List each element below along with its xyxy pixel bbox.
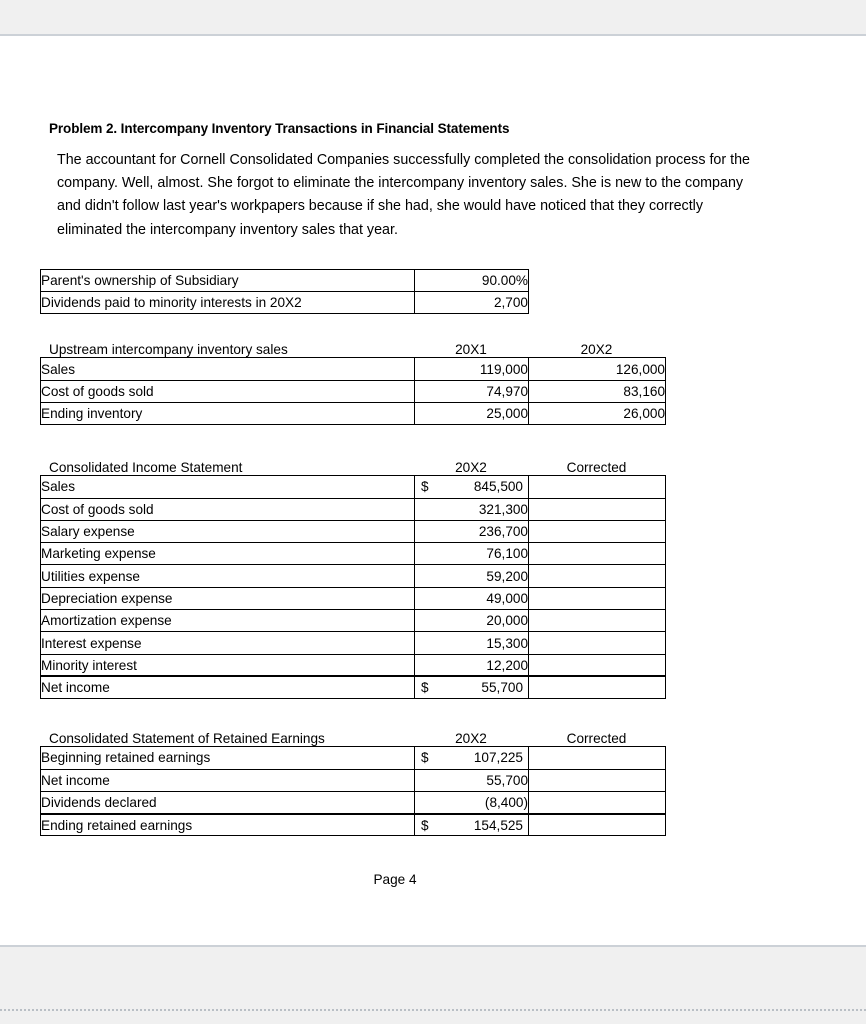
re-value-2: (8,400) [415, 791, 529, 813]
table-row [41, 292, 529, 314]
is-label-6: Amortization expense [41, 610, 415, 632]
facts-label-1: Dividends paid to minority interests in 20X2 [41, 292, 415, 314]
is-corrected-7[interactable] [529, 632, 666, 654]
facts-table [40, 269, 529, 315]
is-total-corrected[interactable] [529, 676, 666, 698]
page-content [40, 38, 820, 887]
viewer-bottom-band [0, 945, 866, 1024]
upstream-label-1: Cost of goods sold [41, 380, 415, 402]
page-footer: Page 4 [373, 872, 417, 888]
table-row [41, 565, 666, 587]
upstream-col-header-1: 20X2 [580, 342, 613, 358]
income-statement-title: Consolidated Income Statement [49, 460, 243, 476]
upstream-title: Upstream intercompany inventory sales [49, 342, 288, 358]
upstream-label-2: Ending inventory [41, 403, 415, 425]
table-row [41, 632, 666, 654]
is-value-0 [415, 476, 529, 498]
table-row-total [41, 676, 666, 698]
is-value-5: 49,000 [415, 587, 529, 609]
is-corrected-5[interactable] [529, 587, 666, 609]
upstream-header-row [40, 336, 820, 357]
is-total-amount: 55,700 [481, 680, 523, 696]
page-separator-dotted [0, 1009, 866, 1011]
is-total-value [415, 676, 529, 698]
facts-value-0: 90.00% [415, 269, 529, 291]
table-row [41, 380, 666, 402]
re-value-0 [415, 747, 529, 769]
is-amount-0: 845,500 [473, 479, 523, 495]
income-statement-col-header-1: Corrected [566, 460, 627, 476]
re-total-corrected[interactable] [529, 814, 666, 836]
table-row [41, 269, 529, 291]
re-total-label: Ending retained earnings [41, 814, 415, 836]
re-label-0: Beginning retained earnings [41, 747, 415, 769]
is-value-3: 76,100 [415, 543, 529, 565]
re-value-1: 55,700 [415, 769, 529, 791]
table-row [41, 610, 666, 632]
retained-earnings-col-header-0: 20X2 [455, 731, 487, 747]
income-statement-col-header-0: 20X2 [455, 460, 487, 476]
currency-symbol: $ [421, 750, 429, 766]
re-corrected-1[interactable] [529, 769, 666, 791]
retained-earnings-table [40, 746, 666, 836]
table-row [41, 791, 666, 813]
table-row [41, 543, 666, 565]
facts-value-1: 2,700 [415, 292, 529, 314]
table-row [41, 498, 666, 520]
is-label-3: Marketing expense [41, 543, 415, 565]
upstream-20x1-0: 119,000 [415, 358, 529, 380]
currency-symbol: $ [421, 817, 429, 833]
upstream-label-0: Sales [41, 358, 415, 380]
upstream-20x2-1: 83,160 [529, 380, 666, 402]
re-amount-0: 107,225 [473, 750, 523, 766]
currency-symbol: $ [421, 680, 429, 696]
upstream-20x2-0: 126,000 [529, 358, 666, 380]
is-value-7: 15,300 [415, 632, 529, 654]
viewer-top-band [0, 0, 866, 36]
table-row-total [41, 814, 666, 836]
currency-symbol: $ [421, 479, 429, 495]
table-row [41, 403, 666, 425]
is-value-6: 20,000 [415, 610, 529, 632]
spacer [40, 425, 820, 454]
upstream-col-header-0: 20X1 [455, 342, 487, 358]
document-page [0, 38, 866, 945]
is-corrected-0[interactable] [529, 476, 666, 498]
intro-paragraph: The accountant for Cornell Consolidated Companies successfully completed the consolidation process for the company. Well, almost. She forgot to eliminate the intercompany inventory sales. She is new to the company and didn't follow last year's workpapers because if she had, she would have noticed that they correctly eliminated the intercompany inventory sales that year. [57, 152, 750, 238]
is-label-1: Cost of goods sold [41, 498, 415, 520]
re-corrected-2[interactable] [529, 791, 666, 813]
table-row [41, 358, 666, 380]
is-corrected-2[interactable] [529, 520, 666, 542]
retained-earnings-header-row [40, 725, 820, 746]
table-row [41, 654, 666, 676]
is-label-2: Salary expense [41, 520, 415, 542]
is-corrected-4[interactable] [529, 565, 666, 587]
is-value-1: 321,300 [415, 498, 529, 520]
table-row [41, 476, 666, 498]
spacer [40, 699, 820, 725]
is-total-label: Net income [41, 676, 415, 698]
re-label-2: Dividends declared [41, 791, 415, 813]
is-corrected-8[interactable] [529, 654, 666, 676]
is-value-4: 59,200 [415, 565, 529, 587]
is-label-7: Interest expense [41, 632, 415, 654]
spacer [40, 314, 820, 336]
re-total-value [415, 814, 529, 836]
is-label-5: Depreciation expense [41, 587, 415, 609]
upstream-20x2-2: 26,000 [529, 403, 666, 425]
table-row [41, 520, 666, 542]
income-statement-table [40, 475, 666, 699]
page-title: Problem 2. Intercompany Inventory Transactions in Financial Statements [49, 121, 510, 136]
re-total-amount: 154,525 [473, 817, 523, 833]
income-statement-header-row [40, 454, 820, 475]
upstream-table [40, 357, 666, 425]
re-corrected-0[interactable] [529, 747, 666, 769]
re-label-1: Net income [41, 769, 415, 791]
is-label-0: Sales [41, 476, 415, 498]
table-row [41, 769, 666, 791]
spacer [40, 242, 820, 269]
facts-label-0: Parent's ownership of Subsidiary [41, 269, 415, 291]
retained-earnings-col-header-1: Corrected [566, 731, 627, 747]
is-corrected-6[interactable] [529, 610, 666, 632]
is-corrected-1[interactable] [529, 498, 666, 520]
is-value-8: 12,200 [415, 654, 529, 676]
upstream-20x1-2: 25,000 [415, 403, 529, 425]
table-row [41, 747, 666, 769]
is-corrected-3[interactable] [529, 543, 666, 565]
upstream-20x1-1: 74,970 [415, 380, 529, 402]
retained-earnings-title: Consolidated Statement of Retained Earnings [49, 731, 325, 747]
table-row [41, 587, 666, 609]
is-value-2: 236,700 [415, 520, 529, 542]
is-label-8: Minority interest [41, 654, 415, 676]
is-label-4: Utilities expense [41, 565, 415, 587]
